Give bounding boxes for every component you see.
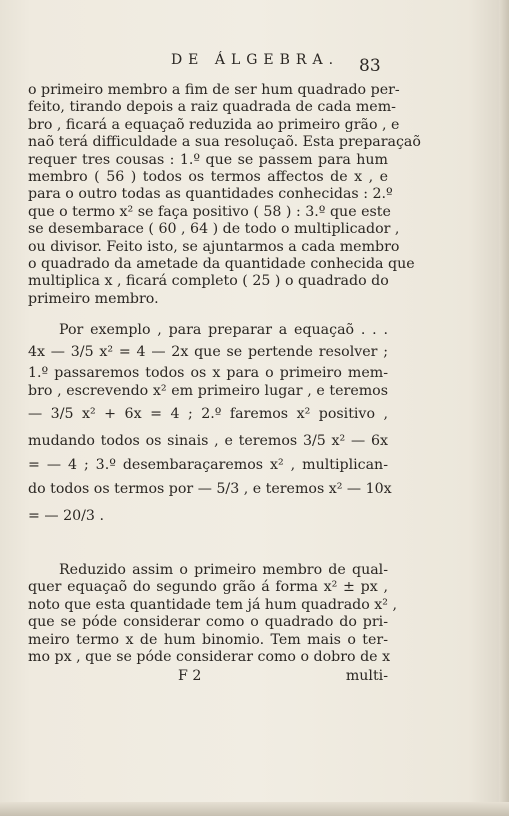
text-line: noto que esta quantidade tem já hum quadrado x² , [28, 596, 397, 613]
text-line: o primeiro membro a fim de ser hum quadrado per- [28, 82, 400, 98]
text-line: bro , ficará a equaçaõ reduzida ao primeiro grão , e [28, 116, 400, 133]
text-line: feito, tirando depois a raiz quadrada de cada mem- [28, 99, 396, 116]
text-line: quer equaçaõ do segundo grão á forma x² ± px , [28, 579, 388, 596]
equation-line: — 3/5 x² + 6x = 4 ; 2.º faremos x² positivo , [28, 406, 388, 423]
catchword: multi- [345, 668, 388, 684]
text-line: naõ terá difficuldade a sua resoluçaõ. Esta preparaçaõ [28, 134, 421, 151]
text-line: multiplica x , ficará completo ( 25 ) o quadrado do [28, 273, 389, 290]
text-line: ou divisor. Feito isto, se ajuntarmos a cada membro [28, 238, 400, 255]
paragraph-1 [28, 82, 421, 308]
paragraph-3 [28, 562, 397, 666]
text-line: 1.º passaremos todos os x para o primeiro mem- [28, 365, 388, 382]
text-line: o quadrado da ametade da quantidade conhecida que [28, 256, 415, 273]
text-line: que o termo x² se faça positivo ( 58 ) : 3.º que este [28, 203, 391, 220]
text-line: bro , escrevendo x² em primeiro lugar , e teremos [28, 382, 388, 399]
equation-line: do todos os termos por — 5/3 , e teremos x² — 10x [28, 481, 392, 498]
equation-line: mudando todos os sinais , e teremos 3/5 x² — 6x [28, 433, 388, 450]
paragraph-2 [28, 322, 392, 530]
page-number: 83 [359, 56, 381, 76]
text-line: para o outro todas as quantidades conhecidas : 2.º [28, 186, 393, 203]
page-edge-right [499, 0, 509, 816]
page-edge-bottom [0, 802, 509, 816]
text-line: requer tres cousas : 1.º que se passem para hum [28, 151, 388, 168]
text-line: mo px , que se póde considerar como o dobro de x [28, 649, 391, 666]
text-line: que se póde considerar como o quadrado do pri- [28, 614, 388, 631]
text-line: Por exemplo , para preparar a equaçaõ . . . [59, 322, 388, 338]
equation-line: 4x — 3/5 x² = 4 — 2x que se pertende resolver ; [28, 344, 388, 361]
text-line: meiro termo x de hum binomio. Tem mais o ter- [28, 631, 388, 648]
text-line: membro ( 56 ) todos os termos affectos de x , e [28, 169, 388, 186]
text-line: primeiro membro. [28, 290, 159, 307]
signature-mark: F 2 [178, 668, 202, 684]
running-header: DE ÁLGEBRA. [170, 52, 340, 68]
text-line: se desembarace ( 60 , 64 ) de todo o multiplicador , [28, 221, 400, 238]
equation-line: = — 4 ; 3.º desembaraçaremos x² , multiplican- [28, 457, 388, 474]
equation-line: = — 20/3 . [28, 508, 104, 525]
text-line: Reduzido assim o primeiro membro de qual- [59, 562, 388, 578]
